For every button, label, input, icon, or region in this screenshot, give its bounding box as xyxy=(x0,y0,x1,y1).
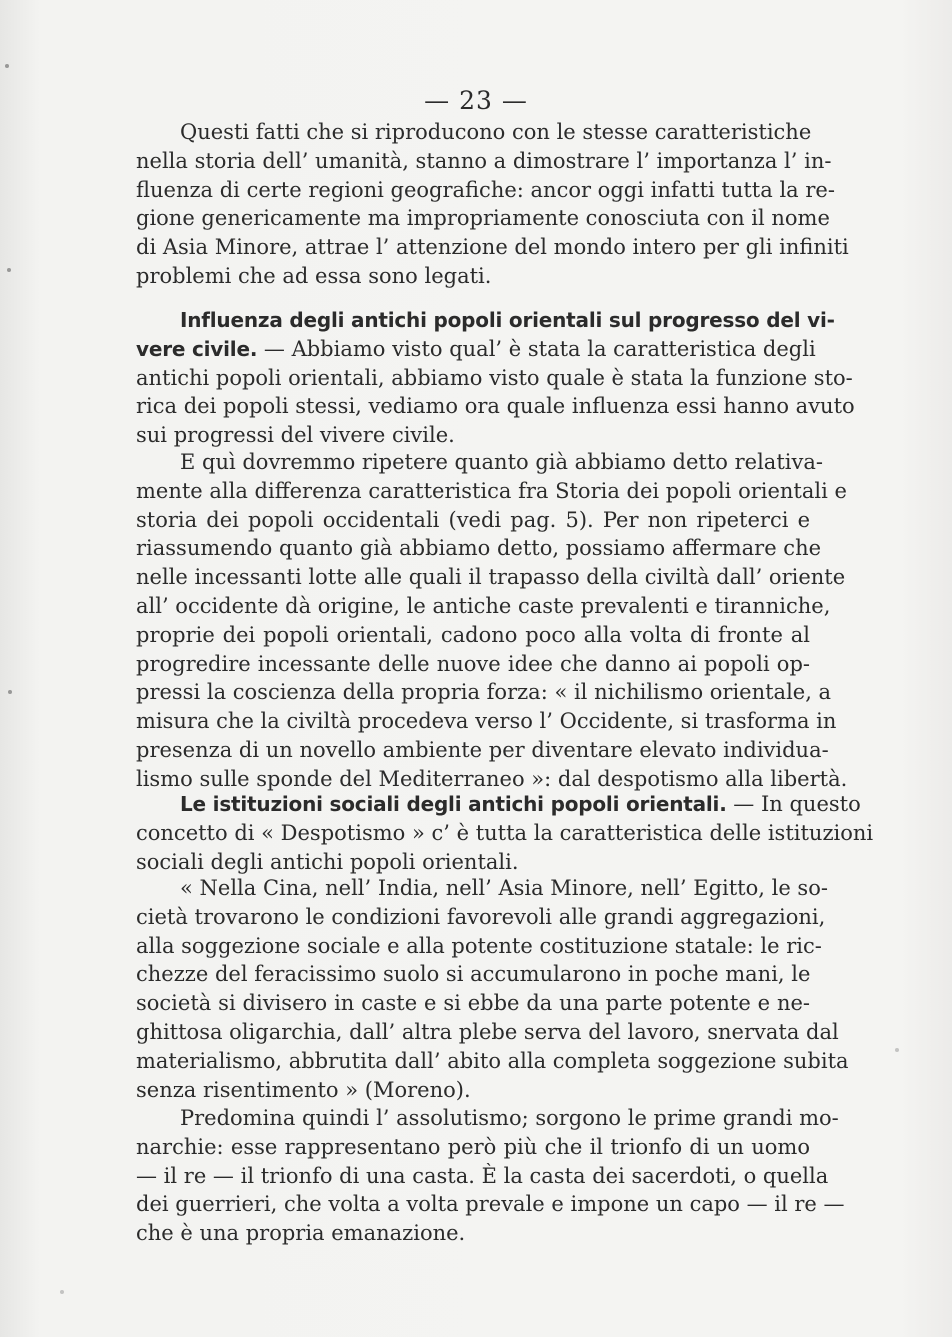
text-line: sui progressi del vivere civile. xyxy=(136,423,455,448)
text-line xyxy=(136,790,861,819)
text-line: nella storia dell’ umanità, stanno a dimostrare l’ importanza l’ in- xyxy=(136,148,832,173)
text-line: — il re — il trionfo di una casta. È la casta dei sacerdoti, o quella xyxy=(136,1163,829,1188)
section-heading: Influenza degli antichi popoli orientali sul progresso del vi- xyxy=(180,308,835,332)
text-line: all’ occidente dà origine, le antiche caste prevalenti e tiranniche, xyxy=(136,593,831,618)
paragraph-5 xyxy=(136,874,849,1104)
text-line: alla soggezione sociale e alla potente costituzione statale: le ric- xyxy=(136,933,822,958)
text-line: problemi che ad essa sono legati. xyxy=(136,263,492,288)
text-line: proprie dei popoli orientali, cadono poco alla volta di fronte al xyxy=(136,622,810,647)
text-line: senza risentimento » (Moreno). xyxy=(136,1077,471,1102)
paragraph-1 xyxy=(136,118,849,291)
text-line: pressi la coscienza della propria forza: « il nichilismo orientale, a xyxy=(136,680,832,705)
section-heading: Le istituzioni sociali degli antichi popoli orientali. xyxy=(180,792,727,816)
text-line: sociali degli antichi popoli orientali. xyxy=(136,849,519,874)
section-heading-end: vere civile. xyxy=(136,336,258,361)
page-number: — 23 — xyxy=(424,86,528,115)
text-line: cietà trovarono le condizioni favorevoli alle grandi aggregazioni, xyxy=(136,904,826,929)
text-line: progredire incessante delle nuove idee che danno ai popoli op- xyxy=(136,651,810,676)
text-line xyxy=(136,335,816,364)
text-line: misura che la civiltà procedeva verso l’ Occidente, si trasforma in xyxy=(136,709,837,734)
text-line: rica dei popoli stessi, vediamo ora quale influenza essi hanno avuto xyxy=(136,394,855,419)
text-line: presenza di un novello ambiente per diventare elevato individua- xyxy=(136,737,829,762)
text-line: materialismo, abbrutita dall’ abito alla completa soggezione subita xyxy=(136,1048,849,1073)
paragraph-3 xyxy=(136,448,848,794)
text-line: Questi fatti che si riproducono con le stesse caratteristiche xyxy=(180,120,812,144)
text-line: lismo sulle sponde del Mediterraneo »: dal despotismo alla libertà. xyxy=(136,766,848,791)
text-line: gione genericamente ma impropriamente conosciuta con il nome xyxy=(136,206,830,231)
text-line: di Asia Minore, attrae l’ attenzione del mondo intero per gli infiniti xyxy=(136,235,849,260)
text-line: narchie: esse rappresentano però più che il trionfo di un uomo xyxy=(136,1134,810,1159)
paragraph-6 xyxy=(136,1104,845,1248)
text-line: storia dei popoli occidentali (vedi pag. 5). Per non ripeterci e xyxy=(136,507,810,532)
text-line: riassumendo quanto già abbiamo detto, possiamo affermare che xyxy=(136,536,822,561)
text-line: antichi popoli orientali, abbiamo visto quale è stata la funzione sto- xyxy=(136,365,853,390)
scan-speck xyxy=(895,1048,899,1052)
text-line-rest: — In questo xyxy=(726,792,861,816)
text-line: Predomina quindi l’ assolutismo; sorgono le prime grandi mo- xyxy=(180,1106,839,1130)
scan-speck xyxy=(5,64,9,68)
text-line: E quì dovremmo ripetere quanto già abbiamo detto relativa- xyxy=(180,450,823,474)
scan-speck xyxy=(7,268,11,272)
scan-speck xyxy=(8,690,12,694)
text-line: nelle incessanti lotte alle quali il trapasso della civiltà dall’ oriente xyxy=(136,565,846,590)
text-line: dei guerrieri, che volta a volta prevale e impone un capo — il re — xyxy=(136,1192,845,1217)
text-line: ghittosa oligarchia, dall’ altra plebe serva del lavoro, snervata dal xyxy=(136,1019,839,1044)
text-line: società si divisero in caste e si ebbe da una parte potente e ne- xyxy=(136,991,810,1016)
text-line: che è una propria emanazione. xyxy=(136,1221,466,1246)
scan-speck xyxy=(60,1290,64,1294)
text-line: fluenza di certe regioni geografiche: ancor oggi infatti tutta la re- xyxy=(136,177,835,202)
text-line: « Nella Cina, nell’ India, nell’ Asia Minore, nell’ Egitto, le so- xyxy=(180,876,828,900)
text-line-rest: — Abbiamo visto qual’ è stata la caratteristica degli xyxy=(257,336,816,361)
text-line: mente alla differenza caratteristica fra Storia dei popoli orientali e xyxy=(136,478,847,503)
section-influenza xyxy=(136,306,855,450)
section-istituzioni xyxy=(136,790,874,876)
text-line: concetto di « Despotismo » c’ è tutta la caratteristica delle istituzioni xyxy=(136,820,874,845)
text-line: chezze del feracissimo suolo si accumularono in poche mani, le xyxy=(136,962,811,987)
